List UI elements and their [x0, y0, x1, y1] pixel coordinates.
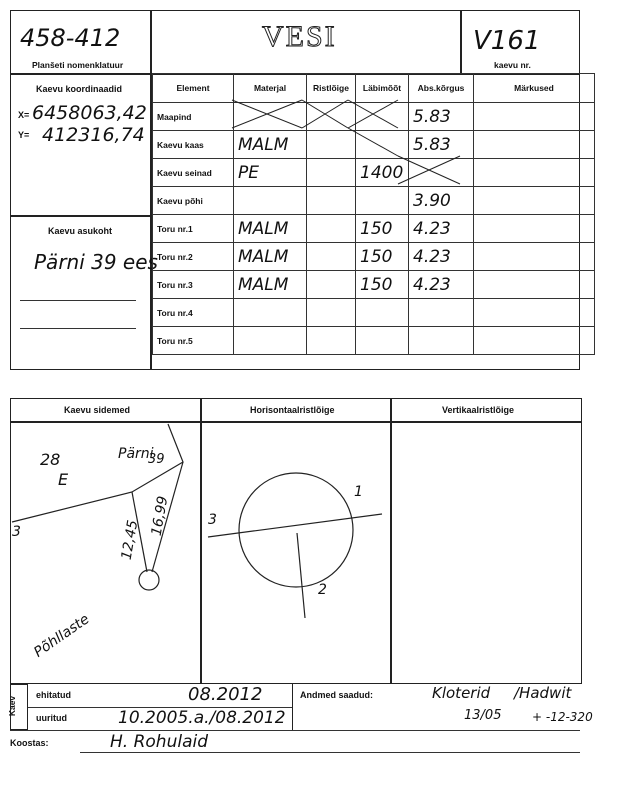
location-label: Kaevu asukoht: [48, 226, 113, 236]
table-cell-labimoot: 150: [356, 215, 409, 243]
koostas-value: H. Rohulaid: [110, 732, 209, 752]
col-header: Märkused: [474, 74, 595, 103]
sketch-col1-label: Kaevu sidemed: [64, 405, 131, 415]
uuritud-value: 10.2005.a./08.2012: [118, 708, 286, 728]
tie-label: Põhllaste: [31, 611, 93, 661]
kasvu-nr-value: V161: [473, 26, 541, 56]
col-header: Ristlõige: [307, 74, 356, 103]
ehitatud-value: 08.2012: [188, 684, 263, 705]
table-cell-element: Toru nr.5: [153, 327, 234, 355]
tie-label: 39: [148, 452, 165, 467]
table-cell-labimoot: 1400: [356, 159, 409, 187]
table-cell-labimoot: 150: [356, 271, 409, 299]
table-cell-abs: 3.90: [409, 187, 474, 215]
location-value: Pärni 39 ees: [34, 250, 158, 274]
plan-label: Planšeti nomenklatuur: [32, 60, 124, 70]
x-value: 6458063,42: [32, 102, 147, 124]
kaev-side-label: Kaev: [7, 695, 18, 717]
pipe-label: 2: [318, 582, 327, 598]
koostas-label: Koostas:: [10, 738, 49, 748]
table-cell-element: Kaevu kaas: [153, 131, 234, 159]
y-value: 412316,74: [42, 124, 145, 146]
table-cell-abs: 4.23: [409, 215, 474, 243]
tie-label: E: [58, 470, 69, 489]
table-cell-element: Kaevu põhi: [153, 187, 234, 215]
tie-label: 12,45: [118, 518, 142, 562]
pipe-label: 3: [208, 512, 217, 528]
col-header: Materjal: [234, 74, 307, 103]
table-cell-material: MALM: [234, 215, 307, 243]
table-cell-element: Toru nr.2: [153, 243, 234, 271]
table-cell-abs: 4.23: [409, 243, 474, 271]
footer-line: [10, 730, 580, 731]
table-cell-abs: 5.83: [409, 131, 474, 159]
table-cell-element: Toru nr.3: [153, 271, 234, 299]
uuritud-label: uuritud: [36, 713, 67, 723]
kasvu-nr-label: kaevu nr.: [494, 60, 531, 70]
plan-code: 458-412: [20, 24, 121, 52]
table-cell-material: MALM: [234, 243, 307, 271]
col-header: Element: [153, 74, 234, 103]
footer-line: [80, 752, 580, 753]
divider: [292, 684, 293, 730]
tie-label: Pärni: [118, 446, 154, 462]
andmed-value: Kloterid: [432, 684, 491, 702]
table-cell-material: MALM: [234, 271, 307, 299]
table-cell-element: Toru nr.1: [153, 215, 234, 243]
andmed-value: + -12-320: [532, 710, 593, 724]
ehitatud-label: ehitatud: [36, 690, 71, 700]
andmed-label: Andmed saadud:: [300, 690, 374, 700]
andmed-value: /Hadwit: [514, 684, 572, 702]
y-prefix: Y=: [18, 130, 30, 140]
sketch-col2-label: Horisontaalristlõige: [250, 405, 335, 415]
andmed-value: 13/05: [464, 708, 502, 723]
table-cell-material: PE: [234, 159, 307, 187]
col-header: Abs.kõrgus: [409, 74, 474, 103]
table-cell-abs: 4.23: [409, 271, 474, 299]
sketch-col3-label: Vertikaalristlõige: [442, 405, 515, 415]
table-cell-element: Maapind: [153, 103, 234, 131]
table-cell-material: MALM: [234, 131, 307, 159]
table-cell-element: Kaevu seinad: [153, 159, 234, 187]
table-cell-abs: 5.83: [409, 103, 474, 131]
tie-label: 28: [40, 450, 61, 469]
col-header: Läbimõõt: [356, 74, 409, 103]
table-cell-element: Toru nr.4: [153, 299, 234, 327]
tie-label: 16,99: [148, 494, 172, 538]
tie-label: 3: [12, 524, 21, 540]
table-cell-labimoot: 150: [356, 243, 409, 271]
pipe-label: 1: [354, 484, 363, 500]
page-title: VESI: [262, 20, 337, 53]
x-prefix: X=: [18, 110, 30, 120]
coords-label: Kaevu koordinaadid: [36, 84, 123, 94]
